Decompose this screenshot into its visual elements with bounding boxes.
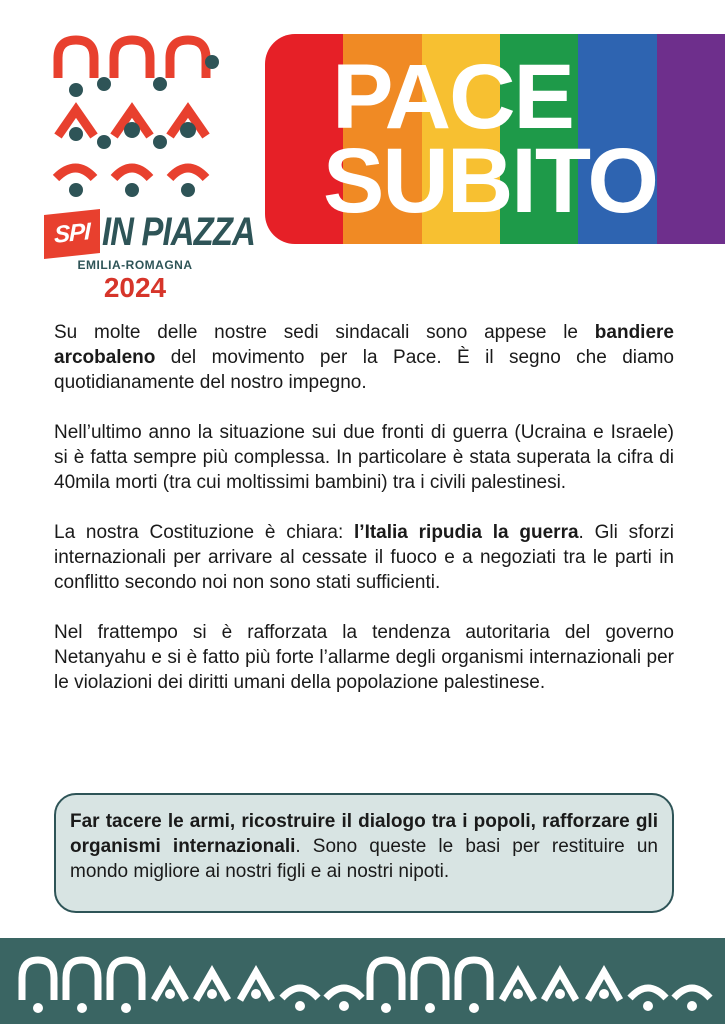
footer-band [0,938,725,1024]
spi-in-piazza-logo [36,30,255,303]
paragraph-4: Nel frattempo si è rafforzata la tendenza autoritaria del governo Netanyahu e si è fatto più forte l’allarme degli organismi internazionali per le violazioni dei diritti umani della popolazione palestinese. [54,622,674,693]
paragraph-2: Nell’ultimo anno la situazione sui due fronti di guerra (Ucraina e Israele) si è fatta sempre più complessa. In particolare è stata superata la cifra di 40mila morti (tra cui moltissimi bambini) tra i civili palestinesi. [54,422,674,493]
constitution-emphasis: l’Italia ripudia la guerra [354,522,579,543]
body-text [54,320,674,720]
banner-line-1: PACE [332,46,573,148]
banner-text [265,34,725,244]
arches-logo-icon [36,30,236,210]
region-label: EMILIA-ROMAGNA [77,258,193,272]
pace-subito-banner [265,34,725,244]
callout-box [54,793,674,913]
callout-emphasis: Far tacere le armi, ricostruire il dialogo tra i popoli, rafforzare gli organismi internazionali [70,811,658,857]
paragraph-3: La nostra Costituzione è chiara: l’Italia ripudia la guerra. Gli sforzi internazionali per arrivare al cessate il fuoco e a negoziati tra le parti in conflitto secondo noi non sono stati sufficienti. [54,522,675,593]
spi-badge: SPI [44,209,100,259]
footer-arches-pattern-icon [0,938,725,1024]
in-piazza-title: IN PIAZZA [102,210,255,254]
callout-text: . Sono queste le basi per restituire un mondo migliore ai nostri figli e ai nostri nipoti. [70,836,658,882]
banner-line-2: SUBITO [323,130,657,232]
paragraph-1: Su molte delle nostre sedi sindacali sono appese le bandiere arcobaleno del movimento per la Pace. È il segno che diamo quotidianamente del nostro impegno. [54,322,674,393]
rainbow-flags-emphasis: bandiere arcobaleno [54,322,674,368]
year-label: 2024 [103,272,167,303]
